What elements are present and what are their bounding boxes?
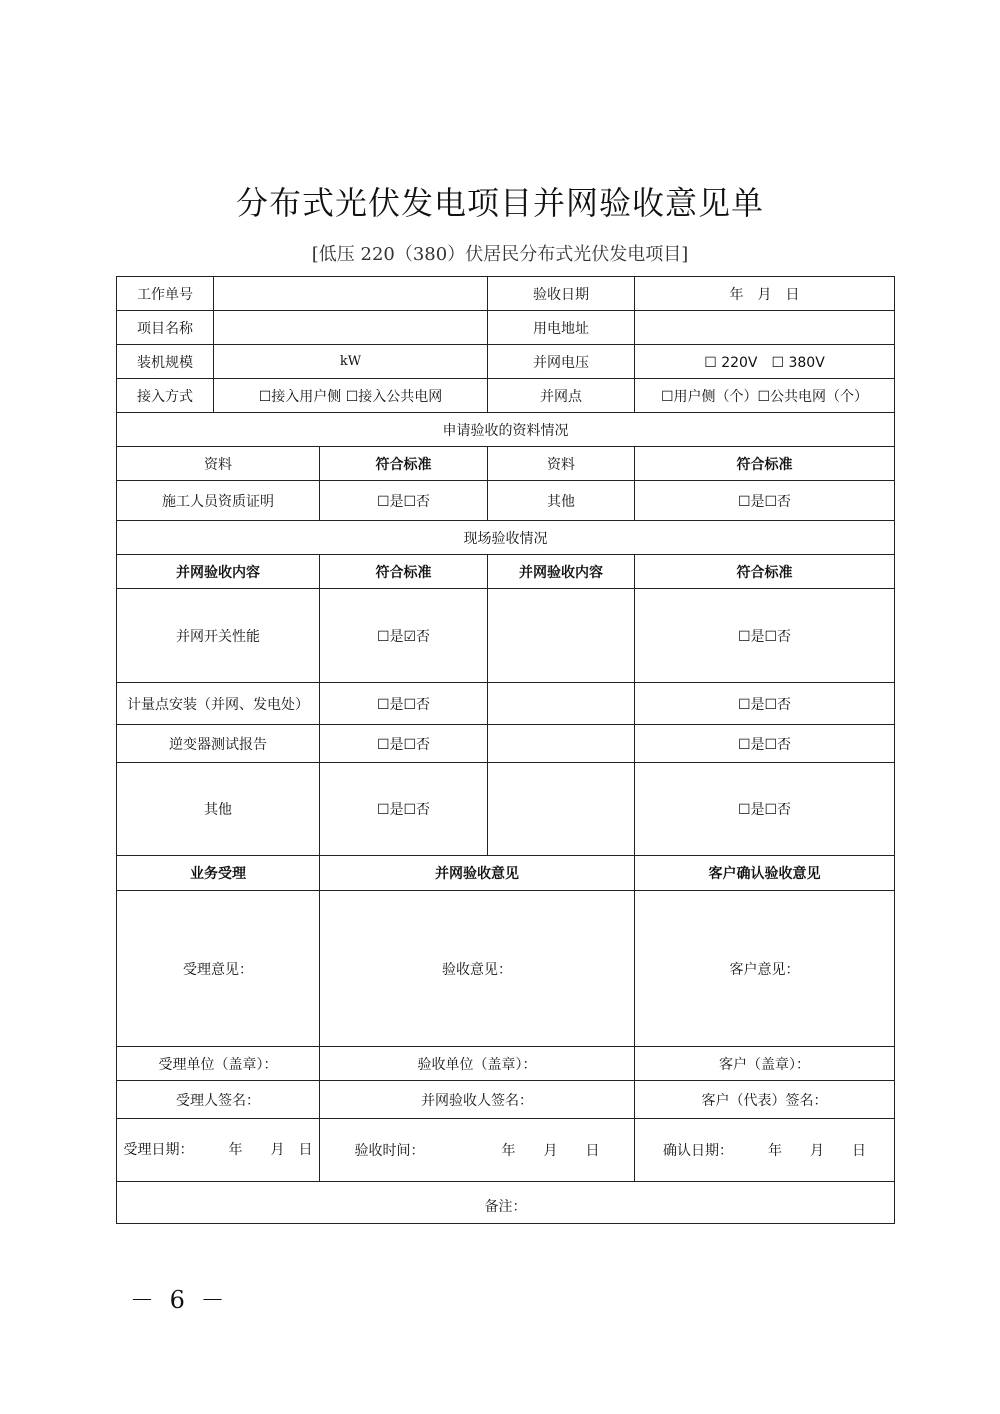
project-name-field[interactable] xyxy=(214,311,488,345)
docs-col-standard: 符合标准 xyxy=(320,447,488,481)
business-opinion-field[interactable]: 受理意见： xyxy=(117,891,320,1047)
accept-date-label: 验收日期 xyxy=(488,277,635,311)
row-stamp xyxy=(117,1047,895,1081)
docs-col-material-2: 资料 xyxy=(488,447,635,481)
docs-item-qualification: 施工人员资质证明 xyxy=(117,481,320,521)
acceptance-signature[interactable]: 并网验收人签名： xyxy=(320,1081,635,1119)
point-options[interactable]: ☐用户侧（个）☐公共电网（个） xyxy=(635,379,895,413)
docs-section-heading: 申请验收的资料情况 xyxy=(117,413,895,447)
site-item-blank-4-check[interactable]: ☐是☐否 xyxy=(635,763,895,856)
row-site-heading xyxy=(117,521,895,555)
docs-item-qualification-check[interactable]: ☐是☐否 xyxy=(320,481,488,521)
site-item-blank-3-check[interactable]: ☐是☐否 xyxy=(635,725,895,763)
site-item-switch: 并网开关性能 xyxy=(117,589,320,683)
site-col-content-2: 并网验收内容 xyxy=(488,555,635,589)
docs-item-other-check[interactable]: ☐是☐否 xyxy=(635,481,895,521)
site-item-blank-3[interactable] xyxy=(488,725,635,763)
acceptance-unit-stamp[interactable]: 验收单位（盖章）： xyxy=(320,1047,635,1081)
site-section-heading: 现场验收情况 xyxy=(117,521,895,555)
acceptance-date[interactable]: 验收时间： 年 月 日 xyxy=(320,1119,635,1182)
customer-opinion-field[interactable]: 客户意见： xyxy=(635,891,895,1047)
site-item-blank-1-check[interactable]: ☐是☐否 xyxy=(635,589,895,683)
row-opinions-body xyxy=(117,891,895,1047)
access-label: 接入方式 xyxy=(117,379,214,413)
work-order-label: 工作单号 xyxy=(117,277,214,311)
row-access xyxy=(117,379,895,413)
customer-signature[interactable]: 客户（代表）签名： xyxy=(635,1081,895,1119)
address-label: 用电地址 xyxy=(488,311,635,345)
site-item-metering-check[interactable]: ☐是☐否 xyxy=(320,683,488,725)
remark-field[interactable]: 备注： xyxy=(117,1182,895,1224)
row-docs-columns xyxy=(117,447,895,481)
table-row xyxy=(117,725,895,763)
site-item-metering: 计量点安装（并网、发电处） xyxy=(117,683,320,725)
row-capacity xyxy=(117,345,895,379)
site-item-other: 其他 xyxy=(117,763,320,856)
accept-date-field[interactable]: 年 月 日 xyxy=(635,277,895,311)
acceptance-opinion-field[interactable]: 验收意见： xyxy=(320,891,635,1047)
document-title: 分布式光伏发电项目并网验收意见单 xyxy=(235,184,764,222)
site-item-inverter: 逆变器测试报告 xyxy=(117,725,320,763)
voltage-options[interactable]: ☐ 220V ☐ 380V xyxy=(635,345,895,379)
row-docs-item xyxy=(117,481,895,521)
site-item-blank-4[interactable] xyxy=(488,763,635,856)
row-opinions-header xyxy=(117,856,895,891)
grid-acceptance-form xyxy=(116,276,895,1224)
table-row xyxy=(117,683,895,725)
row-remark xyxy=(117,1182,895,1224)
site-item-inverter-check[interactable]: ☐是☐否 xyxy=(320,725,488,763)
business-date[interactable]: 受理日期： 年 月 日 xyxy=(117,1119,320,1182)
access-options[interactable]: ☐接入用户侧 ☐接入公共电网 xyxy=(214,379,488,413)
page-number: － 6 － xyxy=(130,1286,229,1314)
business-unit-stamp[interactable]: 受理单位（盖章）： xyxy=(117,1047,320,1081)
row-site-columns xyxy=(117,555,895,589)
work-order-field[interactable] xyxy=(214,277,488,311)
site-item-blank-1[interactable] xyxy=(488,589,635,683)
site-item-blank-2[interactable] xyxy=(488,683,635,725)
point-label: 并网点 xyxy=(488,379,635,413)
site-col-content: 并网验收内容 xyxy=(117,555,320,589)
opinion-col-business: 业务受理 xyxy=(117,856,320,891)
docs-item-other: 其他 xyxy=(488,481,635,521)
table-row xyxy=(117,763,895,856)
table-row xyxy=(117,589,895,683)
voltage-label: 并网电压 xyxy=(488,345,635,379)
row-project-name xyxy=(117,311,895,345)
docs-col-material: 资料 xyxy=(117,447,320,481)
opinion-col-customer: 客户确认验收意见 xyxy=(635,856,895,891)
address-field[interactable] xyxy=(635,311,895,345)
site-item-other-check[interactable]: ☐是☐否 xyxy=(320,763,488,856)
customer-date[interactable]: 确认日期： 年 月 日 xyxy=(635,1119,895,1182)
row-docs-heading xyxy=(117,413,895,447)
business-signature[interactable]: 受理人签名： xyxy=(117,1081,320,1119)
row-signature xyxy=(117,1081,895,1119)
opinion-col-acceptance: 并网验收意见 xyxy=(320,856,635,891)
site-col-standard-2: 符合标准 xyxy=(635,555,895,589)
document-subtitle: [低压 220（380）伏居民分布式光伏发电项目] xyxy=(311,244,689,265)
docs-col-standard-2: 符合标准 xyxy=(635,447,895,481)
capacity-field[interactable]: kW xyxy=(214,345,488,379)
project-name-label: 项目名称 xyxy=(117,311,214,345)
row-dates xyxy=(117,1119,895,1182)
customer-stamp[interactable]: 客户（盖章）： xyxy=(635,1047,895,1081)
row-work-order xyxy=(117,277,895,311)
site-item-blank-2-check[interactable]: ☐是☐否 xyxy=(635,683,895,725)
site-col-standard: 符合标准 xyxy=(320,555,488,589)
site-item-switch-check[interactable]: ☐是☑否 xyxy=(320,589,488,683)
capacity-label: 装机规模 xyxy=(117,345,214,379)
